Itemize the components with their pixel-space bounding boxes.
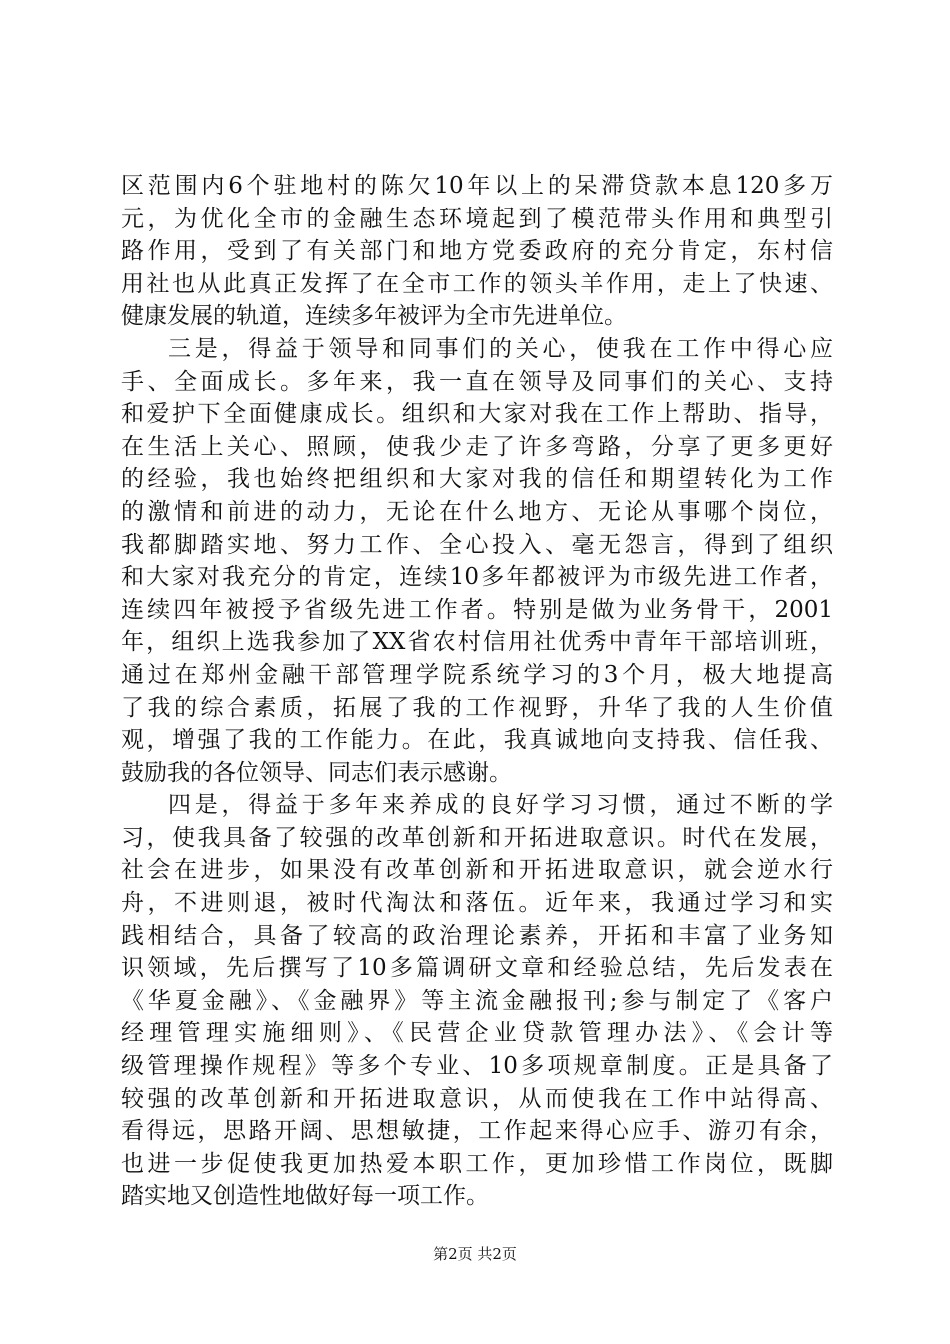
text-line: 踏实地又创造性地做好每一项工作。 [121,1183,489,1210]
text-line: 级管理操作规程》等多个专业、10多项规章制度。正是具备了 [121,1053,833,1080]
text-line: 区范围内6个驻地村的陈欠10年以上的呆滞贷款本息120多万 [121,173,833,199]
text-line: 社会在进步，如果没有改革创新和开拓进取意识，就会逆水行 [121,857,833,884]
text-line: 《华夏金融》、《金融界》等主流金融报刊;参与制定了《客户 [121,987,833,1014]
text-line: 的经验，我也始终把组织和大家对我的信任和期望转化为工作 [121,466,833,493]
text-line: 通过在郑州金融干部管理学院系统学习的3个月，极大地提高 [121,661,833,688]
text-line: 践相结合，具备了较高的政治理论素养，开拓和丰富了业务知 [121,922,833,949]
text-line: 和爱护下全面健康成长。组织和大家对我在工作上帮助、指导， [121,401,833,428]
text-line: 连续四年被授予省级先进工作者。特别是做为业务骨干，2001 [121,596,833,623]
text-line: 观，增强了我的工作能力。在此，我真诚地向支持我、信任我、 [121,727,833,754]
text-line: 鼓励我的各位领导、同志们表示感谢。 [121,759,512,786]
text-line: 在生活上关心、照顾，使我少走了许多弯路，分享了更多更好 [121,433,833,460]
text-line: 习，使我具备了较强的改革创新和开拓进取意识。时代在发展， [121,824,833,851]
text-line: 手、全面成长。多年来，我一直在领导及同事们的关心、支持 [121,368,833,395]
text-line: 健康发展的轨道，连续多年被评为全市先进单位。 [121,303,627,330]
text-line: 元，为优化全市的金融生态环境起到了模范带头作用和典型引 [121,205,833,232]
text-line: 经理管理实施细则》、《民营企业贷款管理办法》、《会计等 [121,1020,833,1047]
page-footer: 第2页 共2页 [433,1245,517,1263]
text-line: 和大家对我充分的肯定，连续10多年都被评为市级先进工作者， [121,564,833,591]
text-line: 年，组织上选我参加了XX省农村信用社优秀中青年干部培训班， [121,629,833,656]
text-line: 也进一步促使我更加热爱本职工作，更加珍惜工作岗位，既脚 [121,1150,833,1177]
text-line: 三是，得益于领导和同事们的关心，使我在工作中得心应 [168,335,833,362]
text-line: 四是，得益于多年来养成的良好学习习惯，通过不断的学 [168,792,833,819]
text-line: 识领域，先后撰写了10多篇调研文章和经验总结，先后发表在 [121,955,833,982]
text-line: 用社也从此真正发挥了在全市工作的领头羊作用，走上了快速、 [121,270,833,297]
text-line: 路作用，受到了有关部门和地方党委政府的充分肯定，东村信 [121,238,833,265]
text-line: 看得远，思路开阔、思想敏捷，工作起来得心应手、游刃有余， [121,1118,833,1145]
text-line: 了我的综合素质，拓展了我的工作视野，升华了我的人生价值 [121,694,833,721]
text-line: 舟，不进则退，被时代淘汰和落伍。近年来，我通过学习和实 [121,890,833,917]
text-line: 我都脚踏实地、努力工作、全心投入、毫无怨言，得到了组织 [121,531,833,558]
text-line: 较强的改革创新和开拓进取意识，从而使我在工作中站得高、 [121,1085,833,1112]
text-line: 的激情和前进的动力，无论在什么地方、无论从事哪个岗位， [121,498,833,525]
body-text [121,170,833,1213]
